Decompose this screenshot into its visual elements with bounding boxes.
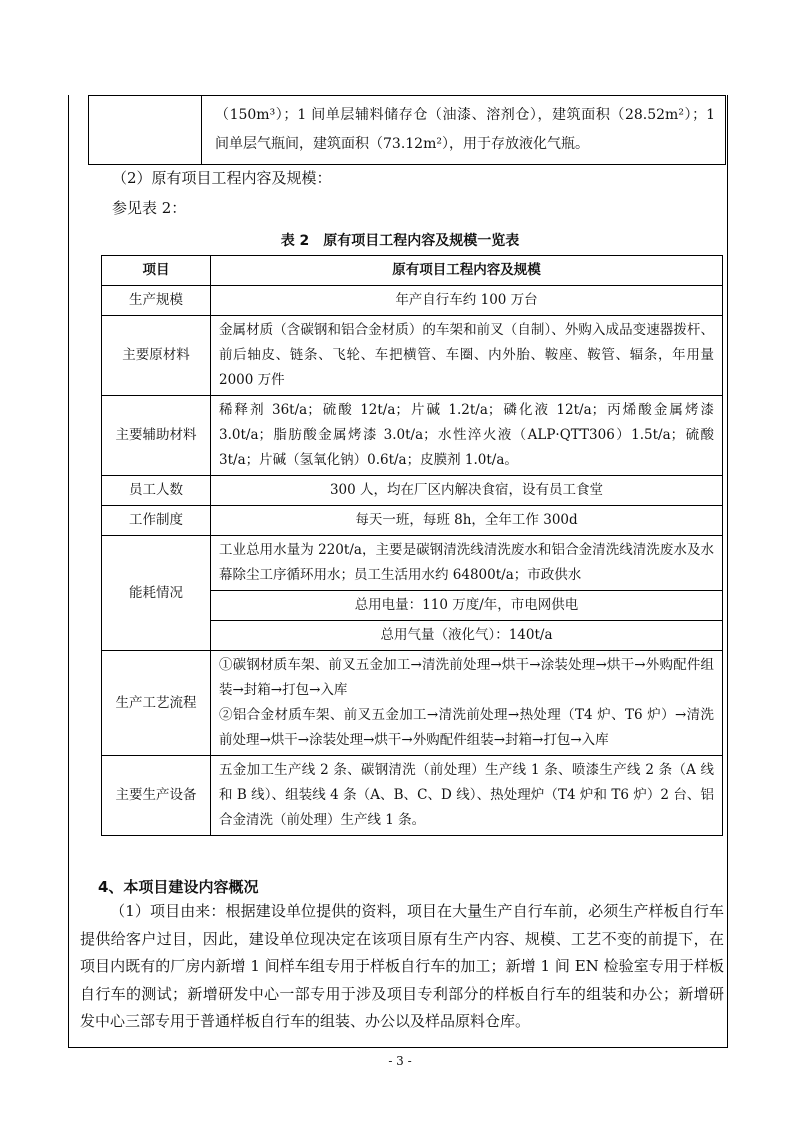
header-item: 项目 <box>102 256 211 286</box>
section-4-paragraph: （1）项目由来：根据建设单位提供的资料，项目在大量生产自行车前，必须生产样板自行车提供给客户过目，因此，建设单位现决定在该项目原有生产内容、规模、工艺不变的前提下，在项目内既有的厂房内新增 1 间样车组专用于样板自行车的加工；新增 1 间 EN 检验室专用于样板自行车的测试；新增研发中心一部专用于涉及项目专利部分的样板自行车的组装和办公；新增研发中心三部专用于普通样板自行车的组装、办公以及样品原料仓库。 <box>80 902 724 1030</box>
table-row <box>102 286 723 316</box>
row-value-energy-water: 工业总用水量为 220t/a，主要是碳钢清洗线清洗废水和铝合金清洗线清洗废水及水幕除尘工序循环用水；员工生活用水约 64800t/a；市政供水 <box>211 536 723 591</box>
header-content: 原有项目工程内容及规模 <box>211 256 723 286</box>
see-table-note: 参见表 2： <box>112 199 187 217</box>
table-row <box>102 651 723 756</box>
row-value-staff: 300 人，均在厂区内解决食宿，设有员工食堂 <box>211 476 723 506</box>
table-row <box>102 756 723 836</box>
row-value-raw-materials: 金属材质（含碳钢和铝合金材质）的车架和前叉（自制）、外购入成品变速器拨杆、前后轴皮、链条、飞轮、车把横管、车圈、内外胎、鞍座、鞍管、辐条，年用量 2000 万件 <box>211 316 723 396</box>
process-step-2: ②铝合金材质车架、前叉五金加工→清洗前处理→热处理（T4 炉、T6 炉）→清洗前处理→烘干→涂装处理→烘干→外购配件组装→封箱→打包→入库 <box>219 707 714 748</box>
row-label-work-shift: 工作制度 <box>102 506 211 536</box>
row-label-staff: 员工人数 <box>102 476 211 506</box>
table-2-caption: 表 2 原有项目工程内容及规模一览表 <box>280 233 520 249</box>
row-label-scale: 生产规模 <box>102 286 211 316</box>
table-row <box>102 536 723 591</box>
table-row <box>102 506 723 536</box>
page-number: - 3 - <box>388 1054 412 1068</box>
table-row <box>102 396 723 476</box>
row-value-work-shift: 每天一班，每班 8h，全年工作 300d <box>211 506 723 536</box>
row-value-aux-materials: 稀释剂 36t/a；硫酸 12t/a；片碱 1.2t/a；磷化液 12t/a；丙烯酸金属烤漆 3.0t/a；脂肪酸金属烤漆 3.0t/a；水性淬火液（ALP·QTT306）1.5t/a；硫酸 3t/a；片碱（氢氧化钠）0.6t/a；皮膜剂 1.0t/a。 <box>211 396 723 476</box>
section-4-body <box>80 898 724 1036</box>
previous-table-row-text: （150m³）；1 间单层辅料储存仓（油漆、溶剂仓），建筑面积（28.52m²）；1 间单层气瓶间，建筑面积（73.12m²），用于存放液化气瓶。 <box>215 107 715 152</box>
row-label-raw-materials: 主要原材料 <box>102 316 211 396</box>
previous-table-row <box>88 95 726 165</box>
section-4-title: 4、本项目建设内容概况 <box>98 878 259 896</box>
row-label-equipment: 主要生产设备 <box>102 756 211 836</box>
row-label-energy: 能耗情况 <box>102 536 211 651</box>
table-2 <box>101 255 723 836</box>
row-value-energy-power: 总用电量：110 万度/年，市电网供电 <box>211 591 723 621</box>
row-value-process <box>211 651 723 756</box>
row-label-process: 生产工艺流程 <box>102 651 211 756</box>
section-2-title: （2）原有项目工程内容及规模： <box>112 169 332 187</box>
table-header-row <box>102 256 723 286</box>
row-value-scale: 年产自行车约 100 万台 <box>211 286 723 316</box>
row-value-equipment: 五金加工生产线 2 条、碳钢清洗（前处理）生产线 1 条、喷漆生产线 2 条（A 线和 B 线）、组装线 4 条（A、B、C、D 线）、热处理炉（T4 炉和 T6 炉）2 台、铝合金清洗（前处理）生产线 1 条。 <box>211 756 723 836</box>
cell-divider <box>201 95 202 164</box>
process-step-1: ①碳钢材质车架、前叉五金加工→清洗前处理→烘干→涂装处理→烘干→外购配件组装→封箱→打包→入库 <box>219 657 714 698</box>
table-row <box>102 316 723 396</box>
table-row <box>102 476 723 506</box>
row-label-aux-materials: 主要辅助材料 <box>102 396 211 476</box>
row-value-energy-gas: 总用气量（液化气）：140t/a <box>211 621 723 651</box>
